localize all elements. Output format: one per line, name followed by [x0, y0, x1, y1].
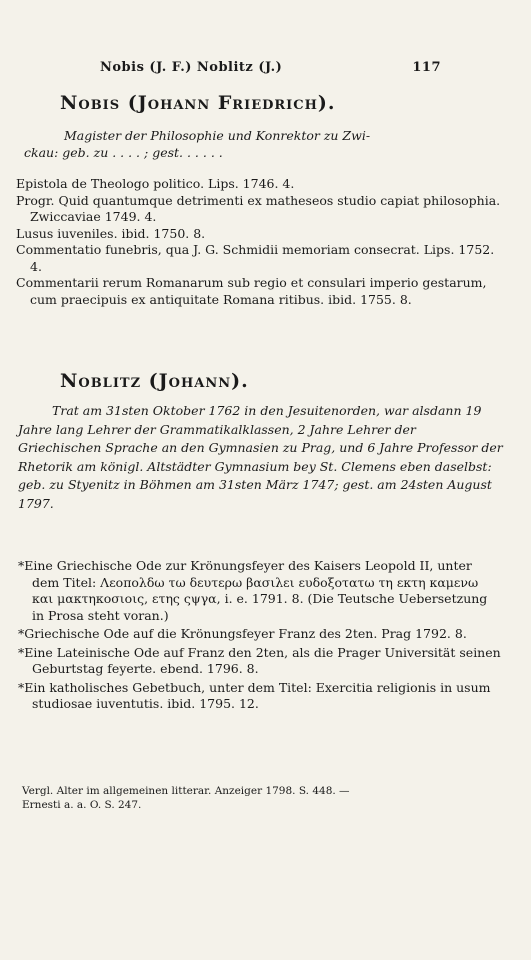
- nobis-heading: Nobis (Johann Friedrich).: [60, 92, 336, 114]
- footnote-line1: Vergl. Alter im allgemeinen litterar. Anzeiger 1798. S. 448. —: [22, 785, 350, 797]
- footnote-line2: Ernesti a. a. O. S. 247.: [22, 799, 142, 811]
- footnote: [22, 784, 503, 812]
- list-item: Lusus iuveniles. ibid. 1750. 8.: [16, 225, 206, 241]
- list-item: *Ein katholisches Gebetbuch, unter dem Titel: Exercitia religionis in usum studiosae iuventutis. ibid. 1795. 12.: [18, 679, 491, 711]
- nobis-bio-line2: ckau: geb. zu . . . . ; gest. . . . . .: [24, 145, 223, 160]
- running-head-title: Nobis (J. F.) Noblitz (J.): [100, 60, 283, 75]
- noblitz-works-list: [18, 558, 503, 713]
- list-item: *Griechische Ode auf die Krönungsfeyer Franz des 2ten. Prag 1792. 8.: [18, 626, 467, 641]
- list-item: Commentatio funebris, qua J. G. Schmidii memoriam consecrat. Lips. 1752. 4.: [16, 242, 495, 274]
- list-item: *Eine Lateinische Ode auf Franz den 2ten, als die Prager Universität seinen Geburtstag feyerte. ebend. 1796. 8.: [18, 644, 501, 676]
- noblitz-bio: Trat am 31sten Oktober 1762 in den Jesuitenorden, war alsdann 19 Jahre lang Lehrer der Grammatikalklassen, 2 Jahre Lehrer der Griechischen Sprache an den Gymnasien zu Prag, und 6 Jahre Professor der Rhetorik am königl. Altstädter Gymnasium bey St. Clemens eben daselbst: geb. zu Styenitz in Böhmen am 31sten März 1747; gest. am 24sten August 1797.: [18, 403, 503, 511]
- noblitz-heading: Noblitz (Johann).: [60, 370, 249, 392]
- page-number: 117: [412, 60, 441, 75]
- list-item: Commentarii rerum Romanarum sub regio et consulari imperio gestarum, cum praecipuis ex antiquitate Romana ritibus. ibid. 1755. 8.: [16, 275, 487, 307]
- list-item: Epistola de Theologo politico. Lips. 1746. 4.: [16, 176, 295, 191]
- nobis-works-list: [16, 176, 503, 308]
- list-item: *Eine Griechische Ode zur Krönungsfeyer des Kaisers Leopold II, unter dem Titel: Λεοπολδω τω δευτερω βασιλει ευδοξοτατω τη εκτη καμενω και μακτηκοσιοις, ετης ςψγα, i. e. 1791. 8. (Die Teutsche Uebersetzung in Prosa steht voran.): [18, 558, 488, 623]
- list-item: Progr. Quid quantumque detrimenti ex matheseos studio capiat philosophia. Zwiccaviae 1749. 4.: [16, 192, 501, 224]
- nobis-bio: [24, 127, 503, 161]
- nobis-bio-line1: Magister der Philosophie und Konrektor zu Zwi-: [64, 128, 371, 143]
